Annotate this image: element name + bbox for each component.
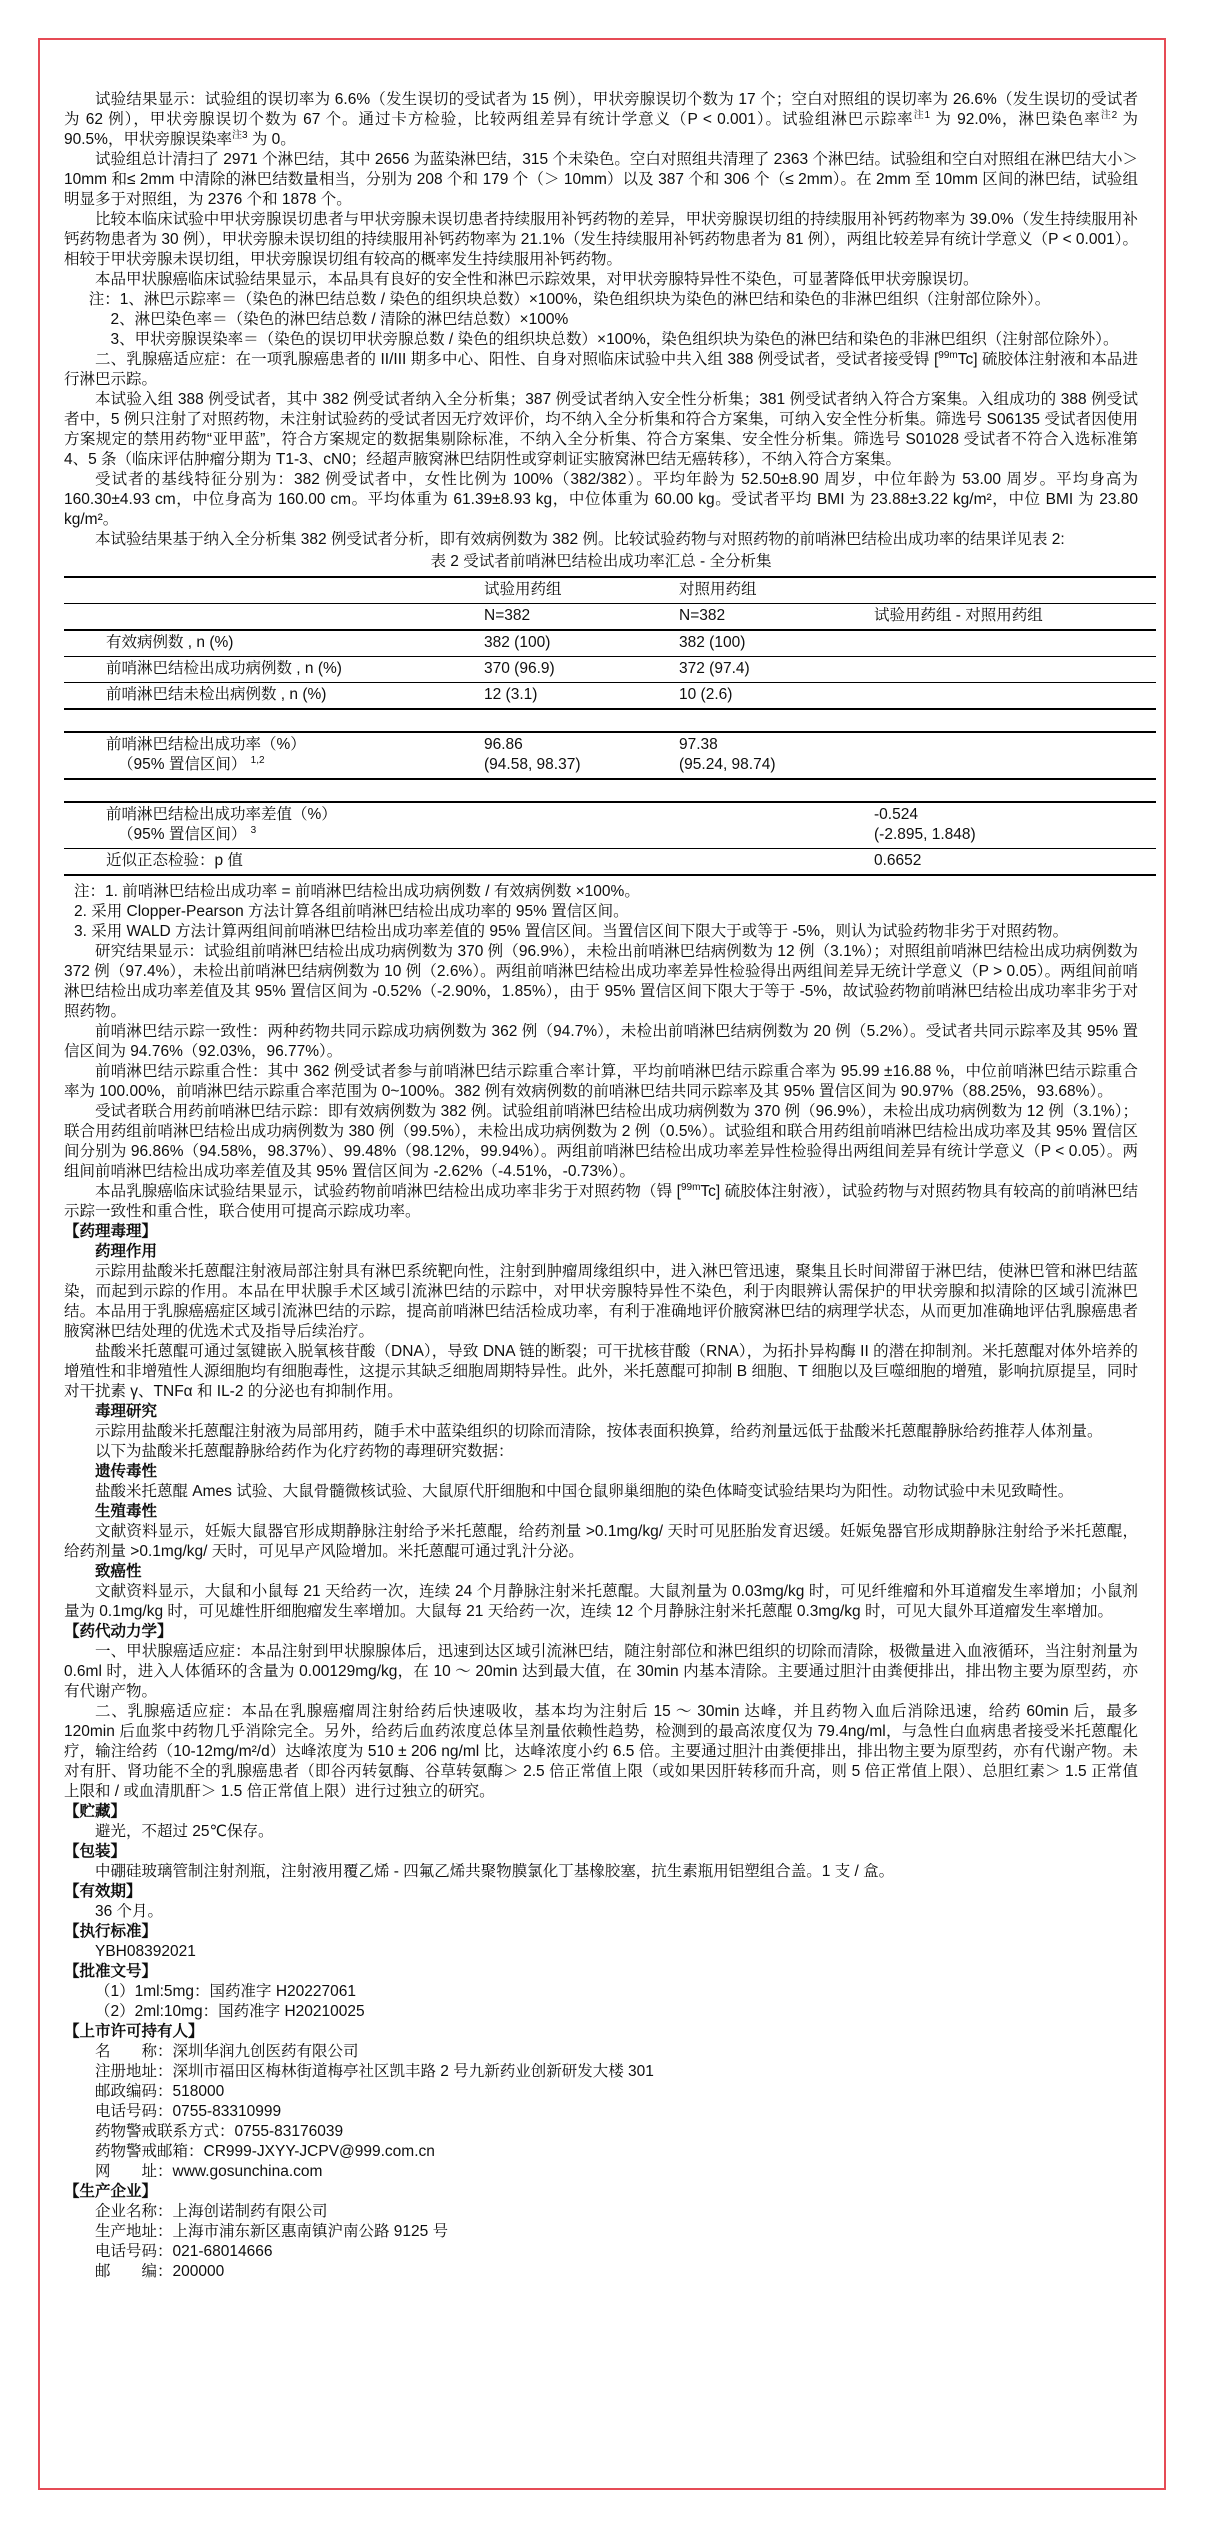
section-pharmtox-title: 【药理毒理】 <box>64 1223 158 1240</box>
row-control-value: 372 (97.4) <box>679 660 750 677</box>
row-diff-value <box>874 683 1156 688</box>
rate-control-value: 97.38 <box>679 736 718 753</box>
subsection-repro-toxicity: 生殖毒性 <box>95 1503 158 1520</box>
text-run: Tc] 硫胶体注射液），试验药物与对照药物具有较高的前哨淋巴结示踪一致性和重合性，联合使用可提高示踪成功率。 <box>64 1183 1138 1220</box>
tox-paragraph-2: 以下为盐酸米托蒽醌静脉给药作为化疗药物的毒理研究数据： <box>95 1443 514 1460</box>
section-holder-title: 【上市许可持有人】 <box>64 2023 204 2040</box>
row-label: 前哨淋巴结未检出病例数 , n (%) <box>106 686 327 703</box>
text-run: （95% 置信区间） <box>118 826 247 843</box>
rate-label-line1: 前哨淋巴结检出成功率（%） <box>106 736 306 753</box>
text-run: （95% 置信区间） <box>118 756 247 773</box>
validity-text: 36 个月。 <box>95 1903 164 1920</box>
rate-label <box>64 733 484 778</box>
section-pk-title: 【药代动力学】 <box>64 1623 173 1640</box>
table-note-3: 3. 采用 WALD 方法计算两组间前哨淋巴结检出成功率差值的 95% 置信区间。当置信区间下限大于或等于 -5%，则认为试验药物非劣于对照药物。 <box>74 923 1069 940</box>
ptest-value: 0.6652 <box>874 852 922 869</box>
enrollment-paragraph: 本试验入组 388 例受试者，其中 382 例受试者纳入全分析集；387 例受试者纳入安全性分析集；381 例受试者纳入符合方案集。入组成功的 388 例受试者中，5 例只注射了对照药物，未注射试验药的受试者因无疗效评价，均不纳入全分析集和符合方案集，可纳入安全性分析集。筛选号 S06135 受试者因使用方案规定的禁用药物“亚甲蓝”，符合方案规定的数据集剔除标准，不纳入全分析集、符合方案集、安全性分析集。筛选号 S01028 受试者不符合入选标准第 4、5 条（临床评估肿瘤分期为 T1-3、cN0；经超声腋窝淋巴结阴性或穿刺证实腋窝淋巴结无癌转移），不纳入符合方案集。 <box>64 391 1138 468</box>
holder-website: 网 址：www.gosunchina.com <box>95 2163 323 2180</box>
calcium-supplement-paragraph: 比较本临床试验中甲状旁腺误切患者与甲状旁腺未误切患者持续服用补钙药物的差异，甲状旁腺误切组的持续服用补钙药物率为 39.0%（发生持续服用补钙药物患者为 30 例），甲状旁腺未误切组的持续服用补钙药物率为 21.1%（发生持续服用补钙药物患者为 81 例），两组比较差异有统计学意义（P < 0.001）。相较于甲状旁腺未误切组，甲状旁腺误切组有较高的概率发生持续服用补钙药物。 <box>64 211 1138 268</box>
footnote-ref-2: 注2 <box>1100 109 1118 121</box>
diff-value: -0.524 <box>874 806 918 823</box>
section-standard-title: 【执行标准】 <box>64 1923 158 1940</box>
table-header-row-groups <box>64 576 1156 603</box>
table-diff-block <box>64 801 1156 848</box>
header-n-control: N=382 <box>679 607 726 624</box>
pk-thyroid-paragraph: 一、甲状腺癌适应症：本品注射到甲状腺腺体后，迅速到达区域引流淋巴结，随注射部位和淋巴组织的切除而清除，极微量进入血液循环，当注射剂量为 0.6ml 时，进入人体循环的含量为 0.00129mg/kg，在 10 ～ 20min 达到最大值，在 30min 内基本清除。主要通过胆汁由粪便排出，排出物主要为原型药，亦有代谢产物。 <box>64 1643 1138 1700</box>
holder-zip: 邮政编码：518000 <box>95 2083 225 2100</box>
header-test-group: 试验用药组 <box>484 581 562 598</box>
consistency-paragraph: 前哨淋巴结示踪一致性：两种药物共同示踪成功病例数为 362 例（94.7%），未检出前哨淋巴结病例数为 20 例（5.2%）。受试者共同示踪率及其 95% 置信区间为 94.76%（92.03%，96.77%）。 <box>64 1023 1138 1060</box>
breast-conclusion-paragraph <box>64 1182 1138 1222</box>
rate-test-cell <box>484 733 679 778</box>
standard-text: YBH08392021 <box>95 1943 196 1960</box>
text-run: 二、乳腺癌适应症：在一项乳腺癌患者的 II/III 期多中心、阳性、自身对照临床试验中共入组 388 例受试者，受试者接受锝 [ <box>95 351 939 368</box>
header-empty-cell <box>64 578 484 583</box>
diff-empty-cell <box>484 803 679 808</box>
table-rate-block <box>64 731 1156 780</box>
diff-label-line1: 前哨淋巴结检出成功率差值（%） <box>106 806 337 823</box>
section-approval-title: 【批准文号】 <box>64 1963 158 1980</box>
pharm-action-paragraph-2: 盐酸米托蒽醌可通过氢键嵌入脱氧核苷酸（DNA），导致 DNA 链的断裂；可干扰核苷酸（RNA），为拓扑异构酶 II 的潜在抑制剂。米托蒽醌对体外培养的增殖性和非增殖性人源细胞均有细胞毒性，这提示其缺乏细胞周期特异性。此外，米托蒽醌可抑制 B 细胞、T 细胞以及巨噬细胞的增殖，影响抗原提呈，同时对干扰素 γ、TNFα 和 IL-2 的分泌也有抑制作用。 <box>64 1343 1138 1400</box>
table-ptest-row <box>64 848 1156 876</box>
thyroid-note-2: 2、淋巴染色率＝（染色的淋巴结总数 / 清除的淋巴结总数）×100% <box>110 311 569 328</box>
table-caption: 表 2 受试者前哨淋巴结检出成功率汇总 - 全分析集 <box>430 553 772 570</box>
rate-label-line2 <box>106 755 484 775</box>
detection-rate-table <box>64 576 1156 876</box>
lymph-node-count-paragraph: 试验组总计清扫了 2971 个淋巴结，其中 2656 为蓝染淋巴结，315 个未染色。空白对照组共清理了 2363 个淋巴结。试验组和空白对照组在淋巴结大小＞ 10mm 和≤ 2mm 中清除的淋巴结数量相当，分别为 208 个和 179 个（＞ 10mm）以及 387 个和 306 个（≤ 2mm）。在 2mm 至 10mm 区间的淋巴结，试验组明显多于对照组，为 2376 个和 1878 个。 <box>64 151 1138 208</box>
holder-address: 注册地址：深圳市福田区梅林街道梅亭社区凯丰路 2 号九新药业创新研发大楼 301 <box>95 2063 654 2080</box>
breast-indication-paragraph <box>64 350 1138 390</box>
thyroid-results-paragraph <box>64 90 1138 150</box>
holder-name: 名 称：深圳华润九创医药有限公司 <box>95 2043 359 2060</box>
overlap-paragraph: 前哨淋巴结示踪重合性：其中 362 例受试者参与前哨淋巴结示踪重合率计算，平均前哨淋巴结示踪重合率为 95.99 ±16.88 %，中位前哨淋巴结示踪重合率为 100.00%，前哨淋巴结示踪重合率范围为 0~100%。382 例有效病例数的前哨淋巴结共同示踪率及其 95% 置信区间为 90.97%（88.25%，93.68%）。 <box>64 1063 1138 1100</box>
holder-tel: 电话号码：0755-83310999 <box>95 2103 282 2120</box>
text-run: Tc] 硫胶体注射液和本品进行淋巴示踪。 <box>64 351 1138 388</box>
manufacturer-tel: 电话号码：021-68014666 <box>95 2243 273 2260</box>
table-footnote-ref-3: 3 <box>250 824 257 836</box>
combination-paragraph: 受试者联合用药前哨淋巴结示踪：即有效病例数为 382 例。试验组前哨淋巴结检出成功病例数为 370 例（96.9%），未检出成功病例数为 12 例（3.1%）；联合用药组前哨淋巴结检出成功病例数为 380 例（99.5%），未检出成功病例数为 2 例（0.5%）。试验组和联合用药组前哨淋巴结检出成功率及其 95% 置信区间分别为 96.86%（94.58%，98.37%）、99.48%（98.12%，99.94%）。两组前哨淋巴结检出成功率差异性检验得出两组间差异有统计学意义（P < 0.05）。两组间前哨淋巴结检出成功率差值及其 95% 置信区间为 -2.62%（-4.51%，-0.73%）。 <box>64 1103 1138 1180</box>
rate-control-cell <box>679 733 874 778</box>
storage-text: 避光，不超过 25℃保存。 <box>95 1823 274 1840</box>
row-control-value: 10 (2.6) <box>679 686 733 703</box>
tc99m-superscript: 99m <box>680 1181 701 1193</box>
rate-test-value: 96.86 <box>484 736 523 753</box>
thyroid-conclusion-paragraph: 本品甲状腺癌临床试验结果显示，本品具有良好的安全性和淋巴示踪效果，对甲状旁腺特异性不染色，可显著降低甲状旁腺误切。 <box>95 271 979 288</box>
diff-ci: (-2.895, 1.848) <box>874 826 976 843</box>
footnote-ref-3: 注3 <box>231 129 248 141</box>
row-label: 有效病例数 , n (%) <box>106 634 234 651</box>
ptest-empty-cell <box>679 849 874 854</box>
row-test-value: 12 (3.1) <box>484 686 538 703</box>
row-diff-value <box>874 631 1156 636</box>
header-diff-group: 试验用药组 - 对照用药组 <box>874 607 1043 624</box>
row-diff-value <box>874 657 1156 662</box>
row-test-value: 370 (96.9) <box>484 660 555 677</box>
approval-line-1: （1）1ml:5mg：国药准字 H20227061 <box>95 1983 357 2000</box>
text-run: 为 92.0%，淋巴染色率 <box>935 111 1101 128</box>
manufacturer-name: 企业名称：上海创诺制药有限公司 <box>95 2203 328 2220</box>
text-run: 试验结果显示：试验组的误切率为 6.6%（发生误切的受试者为 15 例），甲状旁腺误切个数为 17 个；空白对照组的误切率为 26.6%（发生误切的受试者为 62 例），甲状旁腺误切个数为 67 个。通过卡方检验，比较两组差异有统计学意义（P < 0.001）。试验组淋巴示踪率 <box>64 91 1138 128</box>
text-run: 本品乳腺癌临床试验结果显示，试验药物前哨淋巴结检出成功率非劣于对照药物（锝 [ <box>95 1183 681 1200</box>
subsection-genotoxicity: 遗传毒性 <box>95 1463 158 1480</box>
table-note-2: 2. 采用 Clopper-Pearson 方法计算各组前哨淋巴结检出成功率的 95% 置信区间。 <box>74 903 629 920</box>
manufacturer-address: 生产地址：上海市浦东新区惠南镇沪南公路 9125 号 <box>95 2223 449 2240</box>
table-row <box>64 682 1156 710</box>
genotoxicity-paragraph: 盐酸米托蒽醌 Ames 试验、大鼠骨髓微核试验、大鼠原代肝细胞和中国仓鼠卵巢细胞的染色体畸变试验结果均为阳性。动物试验中未见致畸性。 <box>95 1483 1074 1500</box>
row-control-value: 382 (100) <box>679 634 746 651</box>
table-row <box>64 656 1156 682</box>
baseline-paragraph: 受试者的基线特征分别为：382 例受试者中，女性比例为 100%（382/382）。平均年龄为 52.50±8.90 周岁，中位年龄为 53.00 周岁。平均身高为 160.30±4.93 cm，中位身高为 160.00 cm。平均体重为 61.39±8.93 kg，中位体重为 60.00 kg。受试者平均 BMI 为 23.88±3.22 kg/m²，中位 BMI 为 23.80 kg/m²。 <box>64 471 1138 528</box>
row-label: 前哨淋巴结检出成功病例数 , n (%) <box>106 660 342 677</box>
ptest-empty-cell <box>484 849 679 854</box>
leaflet-content <box>40 40 1164 2282</box>
diff-label-line2 <box>106 825 484 845</box>
table-section-gap <box>64 710 1156 731</box>
research-result-paragraph: 研究结果显示：试验组前哨淋巴结检出成功病例数为 370 例（96.9%），未检出前哨淋巴结病例数为 12 例（3.1%）；对照组前哨淋巴结检出成功病例数为 372 例（97.4%），未检出前哨淋巴结病例数为 10 例（2.6%）。两组前哨淋巴结检出成功率差异性检验得出两组间差异无统计学意义（P > 0.05）。两组间前哨淋巴结检出成功率差值及其 95% 置信区间为 -0.52%（-2.90%，1.85%），由于 95% 置信区间下限大于等于 -5%，故试验药物前哨淋巴结检出成功率非劣于对照药物。 <box>64 943 1138 1020</box>
manufacturer-zip: 邮 编：200000 <box>95 2263 225 2280</box>
tc99m-superscript: 99m <box>938 349 958 361</box>
diff-empty-cell <box>679 803 874 808</box>
tox-paragraph-1: 示踪用盐酸米托蒽醌注射液为局部用药，随手术中蓝染组织的切除而清除，按体表面积换算，给药剂量远低于盐酸米托蒽醌静脉给药推荐人体剂量。 <box>95 1423 1103 1440</box>
text-run: 为 90.5%，甲状旁腺误染率 <box>64 111 1138 148</box>
header-empty-cell <box>874 578 1156 583</box>
subsection-tox-research: 毒理研究 <box>95 1403 158 1420</box>
section-package-title: 【包装】 <box>64 1843 127 1860</box>
result-intro-paragraph: 本试验结果基于纳入全分析集 382 例受试者分析，即有效病例数为 382 例。比较试验药物与对照药物的前哨淋巴结检出成功率的结果详见表 2: <box>95 531 1065 548</box>
rate-control-ci: (95.24, 98.74) <box>679 756 776 773</box>
holder-pharmacovigilance-email: 药物警戒邮箱：CR999-JXYY-JCPV@999.com.cn <box>95 2143 435 2160</box>
thyroid-note-3: 3、甲状旁腺误染率＝（染色的误切甲状旁腺总数 / 染色的组织块总数）×100%，染色组织块为染色的淋巴结和染色的非淋巴组织（注射部位除外）。 <box>110 331 1119 348</box>
row-test-value: 382 (100) <box>484 634 551 651</box>
table-note-1: 注：1. 前哨淋巴结检出成功率 = 前哨淋巴结检出成功病例数 / 有效病例数 ×100%。 <box>74 883 640 900</box>
header-control-group: 对照用药组 <box>679 581 757 598</box>
header-n-test: N=382 <box>484 607 531 624</box>
thyroid-note-1: 注：1、淋巴示踪率＝（染色的淋巴结总数 / 染色的组织块总数）×100%，染色组织块为染色的淋巴结和染色的非淋巴组织（注射部位除外）。 <box>88 291 1051 308</box>
subsection-pharm-action: 药理作用 <box>95 1243 158 1260</box>
text-run: 为 0。 <box>251 131 296 148</box>
repro-toxicity-paragraph: 文献资料显示，妊娠大鼠器官形成期静脉注射给予米托蒽醌，给药剂量 >0.1mg/kg/ 天时可见胚胎发育迟缓。妊娠兔器官形成期静脉注射给予米托蒽醌，给药剂量 >0.1mg/kg/ 天时，可见早产风险增加。米托蒽醌可通过乳汁分泌。 <box>64 1523 1138 1560</box>
section-manufacturer-title: 【生产企业】 <box>64 2183 158 2200</box>
rate-diff-cell <box>874 733 1156 738</box>
ptest-label: 近似正态检验：p 值 <box>106 852 243 869</box>
rate-test-ci: (94.58, 98.37) <box>484 756 581 773</box>
document-border-frame <box>38 38 1166 2490</box>
section-validity-title: 【有效期】 <box>64 1883 142 1900</box>
approval-line-2: （2）2ml:10mg：国药准字 H20210025 <box>95 2003 365 2020</box>
table-footnote-ref-12: 1,2 <box>250 754 265 766</box>
table-row <box>64 629 1156 656</box>
table-header-row-n <box>64 603 1156 629</box>
footnote-ref-1: 注1 <box>913 109 931 121</box>
subsection-carcinogenicity: 致癌性 <box>95 1563 142 1580</box>
pk-breast-paragraph: 二、乳腺癌适应症：本品在乳腺癌瘤周注射给药后快速吸收，基本均为注射后 15 ～ 30min 达峰，并且药物入血后消除迅速，给药 60min 后，最多 120min 后血浆中药物几乎消除完全。另外，给药后血药浓度总体呈剂量依赖性趋势，检测到的最高浓度仅为 79.4ng/ml，与急性白血病患者接受米托蒽醌化疗，输注给药（10-12mg/m²/d）达峰浓度为 510 ± 206 ng/ml 比，达峰浓度小约 6.5 倍。主要通过胆汁由粪便排出，排出物主要为原型药，亦有代谢产物。未对有肝、肾功能不全的乳腺癌患者（即谷丙转氨酶、谷草转氨酶＞ 2.5 倍正常值上限（或如果因肝转移而升高，则 5 倍正常值上限）、总胆红素＞ 1.5 正常值上限和 / 或血清肌酐＞ 1.5 倍正常值上限）进行过独立的研究。 <box>64 1703 1138 1800</box>
diff-value-cell <box>874 803 1156 848</box>
carcinogenicity-paragraph: 文献资料显示，大鼠和小鼠每 21 天给药一次，连续 24 个月静脉注射米托蒽醌。大鼠剂量为 0.03mg/kg 时，可见纤维瘤和外耳道瘤发生率增加；小鼠剂量为 0.1mg/kg 时，可见雄性肝细胞瘤发生率增加。大鼠每 21 天给药一次，连续 12 个月静脉注射米托蒽醌 0.3mg/kg 时，可见大鼠外耳道瘤发生率增加。 <box>64 1583 1138 1620</box>
section-storage-title: 【贮藏】 <box>64 1803 127 1820</box>
holder-pharmacovigilance-tel: 药物警戒联系方式：0755-83176039 <box>95 2123 344 2140</box>
pharm-action-paragraph-1: 示踪用盐酸米托蒽醌注射液局部注射具有淋巴系统靶向性，注射到肿瘤周缘组织中，进入淋巴管迅速，聚集且长时间滞留于淋巴结，使淋巴管和淋巴结蓝染，而起到示踪的作用。本品在甲状腺手术区域引流淋巴结的示踪中，对甲状旁腺特异性不染色，利于肉眼辨认需保护的甲状旁腺和拟清除的区域引流淋巴结。本品用于乳腺癌癌症区域引流淋巴结的示踪，提高前哨淋巴结活检成功率，有利于准确地评价腋窝淋巴结的病理学状态，从而更加准确地评估乳腺癌患者腋窝淋巴结处理的优选术式及指导后续治疗。 <box>64 1263 1138 1340</box>
table-section-gap <box>64 780 1156 801</box>
header-empty-cell <box>64 604 484 609</box>
diff-label <box>64 803 484 848</box>
package-text: 中硼硅玻璃管制注射剂瓶，注射液用覆乙烯 - 四氟乙烯共聚物膜氯化丁基橡胶塞，抗生素瓶用铝塑组合盖。1 支 / 盒。 <box>95 1863 895 1880</box>
